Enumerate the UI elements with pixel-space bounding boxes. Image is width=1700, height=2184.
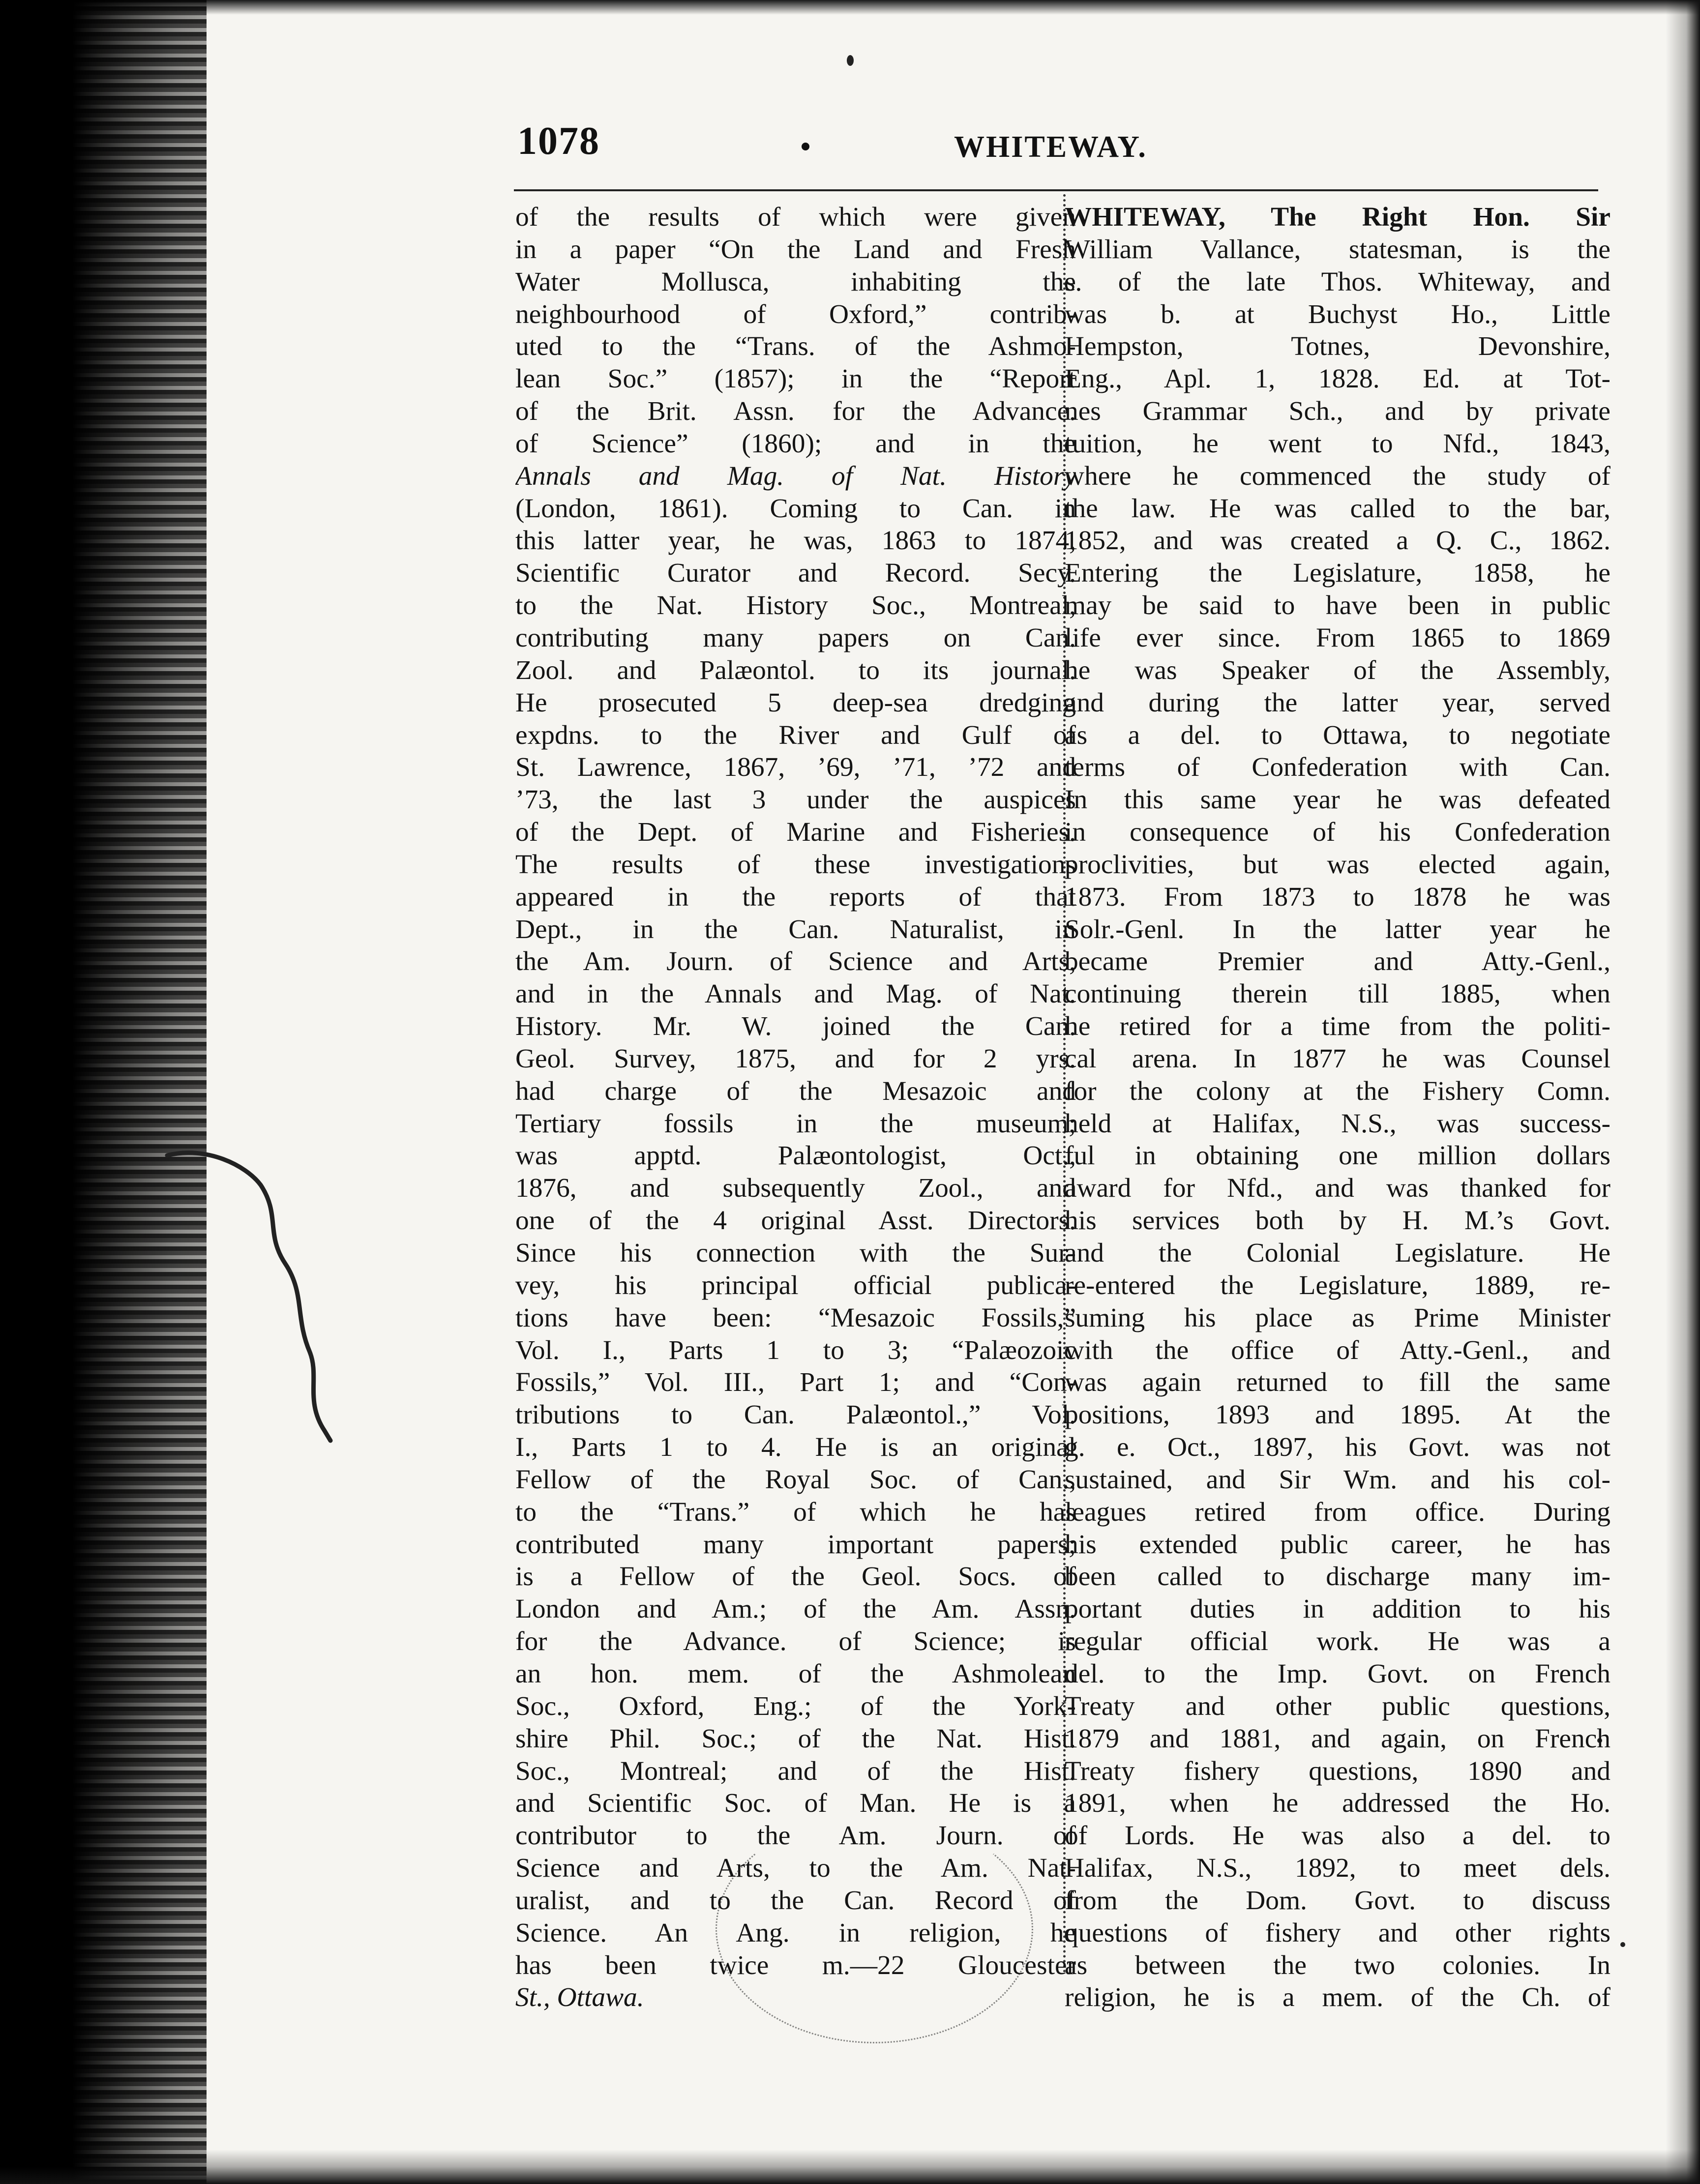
text-line: his extended public career, he has — [1065, 1529, 1611, 1559]
text-line: Soc., Oxford, Eng.; of the York- — [515, 1690, 1076, 1721]
text-line: contributor to the Am. Journ. of — [515, 1820, 1076, 1851]
text-line: is a Fellow of the Geol. Socs. of — [515, 1561, 1076, 1592]
text-line: as a del. to Ottawa, to negotiate — [1065, 719, 1611, 750]
running-head: WHITEWAY. — [954, 130, 1147, 164]
text-line: award for Nfd., and was thanked for — [1065, 1173, 1611, 1203]
text-line: vey, his principal official publica- — [515, 1269, 1076, 1300]
text-line: Soc., Montreal; and of the Hist. — [515, 1755, 1076, 1786]
text-line: questions of fishery and other rights — [1065, 1917, 1611, 1948]
text-line: Eng., Apl. 1, 1828. Ed. at Tot- — [1065, 363, 1611, 394]
text-line: as between the two colonies. In — [1065, 1949, 1611, 1980]
text-line: 1852, and was created a Q. C., 1862. — [1065, 525, 1611, 556]
text-line: continuing therein till 1885, when — [1065, 978, 1611, 1009]
text-line: of Lords. He was also a del. to — [1065, 1820, 1611, 1851]
text-line: terms of Confederation with Can. — [1065, 752, 1611, 782]
text-line: was apptd. Palæontologist, Oct., — [515, 1140, 1076, 1171]
text-line: London and Am.; of the Am. Assn. — [515, 1594, 1076, 1624]
text-line: has been twice m.—22 Gloucester — [515, 1949, 1076, 1980]
text-line: of the results of which were given — [515, 202, 1076, 232]
text-line: to the Nat. History Soc., Montreal, — [515, 590, 1076, 620]
stray-hair-mark — [148, 1146, 354, 1450]
text-line: positions, 1893 and 1895. At the — [1065, 1399, 1611, 1430]
text-line: in a paper “On the Land and Fresh — [515, 234, 1076, 264]
text-line: where he commenced the study of — [1065, 460, 1611, 491]
text-line: was b. at Buchyst Ho., Little — [1065, 298, 1611, 329]
text-line: portant duties in addition to his — [1065, 1594, 1611, 1624]
text-line: neighbourhood of Oxford,” contrib- — [515, 298, 1076, 329]
text-line: contributed many important papers; — [515, 1529, 1076, 1559]
text-line: for the Advance. of Science; is — [515, 1626, 1076, 1656]
text-line: del. to the Imp. Govt. on French — [1065, 1658, 1611, 1688]
text-line: tributions to Can. Palæontol.,” Vol. — [515, 1399, 1076, 1430]
text-line: Annals and Mag. of Nat. History — [515, 460, 1076, 491]
text-line: religion, he is a mem. of the Ch. of — [1065, 1982, 1611, 2012]
text-line: to the “Trans.” of which he has — [515, 1496, 1076, 1527]
text-line: he was Speaker of the Assembly, — [1065, 654, 1611, 685]
text-line: sustained, and Sir Wm. and his col- — [1065, 1464, 1611, 1494]
text-line: ’73, the last 3 under the auspices — [515, 784, 1076, 815]
text-line: uralist, and to the Can. Record of — [515, 1885, 1076, 1915]
text-line: suming his place as Prime Minister — [1065, 1302, 1611, 1332]
text-line: he retired for a time from the politi- — [1065, 1011, 1611, 1041]
text-line: tuition, he went to Nfd., 1843, — [1065, 428, 1611, 458]
right-column — [1065, 201, 1611, 2013]
text-line: Solr.-Genl. In the latter year he — [1065, 914, 1611, 944]
text-line: expdns. to the River and Gulf of — [515, 719, 1076, 750]
text-line: life ever since. From 1865 to 1869 — [1065, 622, 1611, 652]
ink-speck — [1620, 1942, 1625, 1947]
text-line: this latter year, he was, 1863 to 1874, — [515, 525, 1076, 556]
text-line: Halifax, N.S., 1892, to meet dels. — [1065, 1853, 1611, 1883]
page-header — [511, 119, 1593, 178]
text-line: The results of these investigations — [515, 849, 1076, 879]
text-line: Dept., in the Can. Naturalist, in — [515, 914, 1076, 944]
text-line: Hempston, Totnes, Devonshire, — [1065, 331, 1611, 361]
header-rule — [514, 189, 1598, 191]
text-line: Fellow of the Royal Soc. of Can., — [515, 1464, 1076, 1494]
text-line: re-entered the Legislature, 1889, re- — [1065, 1269, 1611, 1300]
text-line: St., Ottawa. — [515, 1982, 644, 2012]
left-column — [515, 201, 1076, 2013]
text-line: of Science” (1860); and in the — [515, 428, 1076, 458]
text-line: Treaty and other public questions, — [1065, 1690, 1611, 1721]
header-bullet — [802, 143, 809, 150]
text-line: (London, 1861). Coming to Can. in — [515, 493, 1076, 523]
text-line: In this same year he was defeated — [1065, 784, 1611, 815]
text-line: ful in obtaining one million dollars — [1065, 1140, 1611, 1171]
ink-speck — [847, 55, 854, 66]
text-line: Zool. and Palæontol. to its journal. — [515, 654, 1076, 685]
text-line: cal arena. In 1877 he was Counsel — [1065, 1043, 1611, 1073]
text-line: Tertiary fossils in the museum; — [515, 1108, 1076, 1138]
text-line: nes Grammar Sch., and by private — [1065, 396, 1611, 426]
text-line: William Vallance, statesman, is the — [1065, 234, 1611, 264]
text-line: lean Soc.” (1857); in the “Report — [515, 363, 1076, 394]
text-line: from the Dom. Govt. to discuss — [1065, 1885, 1611, 1915]
text-line: Scientific Curator and Record. Secy. — [515, 558, 1076, 588]
text-line: s. of the late Thos. Whiteway, and — [1065, 266, 1611, 296]
scan-shadow-right — [1666, 0, 1700, 2184]
page-number: 1078 — [517, 119, 600, 163]
text-line: He prosecuted 5 deep-sea dredging — [515, 687, 1076, 717]
text-line: may be said to have been in public — [1065, 590, 1611, 620]
text-line: with the office of Atty.-Genl., and — [1065, 1334, 1611, 1365]
text-line: regular official work. He was a — [1065, 1626, 1611, 1656]
text-line: became Premier and Atty.-Genl., — [1065, 946, 1611, 976]
text-line: and in the Annals and Mag. of Nat. — [515, 978, 1076, 1009]
text-line: Science. An Ang. in religion, he — [515, 1917, 1076, 1948]
text-line: uted to the “Trans. of the Ashmo- — [515, 331, 1076, 361]
text-line: of the Brit. Assn. for the Advance. — [515, 396, 1076, 426]
text-line: and during the latter year, served — [1065, 687, 1611, 717]
text-line: Fossils,” Vol. III., Part 1; and “Con- — [515, 1367, 1076, 1397]
text-line: for the colony at the Fishery Comn. — [1065, 1075, 1611, 1106]
text-line: appeared in the reports of that — [515, 881, 1076, 912]
text-line: St. Lawrence, 1867, ’69, ’71, ’72 and — [515, 752, 1076, 782]
text-line: in consequence of his Confederation — [1065, 817, 1611, 847]
text-line: and the Colonial Legislature. He — [1065, 1238, 1611, 1268]
text-line: Vol. I., Parts 1 to 3; “Palæozoic — [515, 1334, 1076, 1365]
text-line: 1876, and subsequently Zool., and — [515, 1173, 1076, 1203]
text-line: I., Parts 1 to 4. He is an original — [515, 1432, 1076, 1462]
text-line: held at Halifax, N.S., was success- — [1065, 1108, 1611, 1138]
text-line: one of the 4 original Asst. Directors. — [515, 1205, 1076, 1236]
text-line: Treaty fishery questions, 1890 and — [1065, 1755, 1611, 1786]
text-line: an hon. mem. of the Ashmolean — [515, 1658, 1076, 1688]
text-line: was again returned to fill the same — [1065, 1367, 1611, 1397]
text-line: Geol. Survey, 1875, and for 2 yrs. — [515, 1043, 1076, 1073]
text-line: leagues retired from office. During — [1065, 1496, 1611, 1527]
text-line: the law. He was called to the bar, — [1065, 493, 1611, 523]
scan-shadow-bottom — [0, 2150, 1700, 2184]
text-line: 1879 and 1881, and again, on French — [1065, 1723, 1611, 1753]
text-line: Entering the Legislature, 1858, he — [1065, 558, 1611, 588]
text-line: had charge of the Mesazoic and — [515, 1075, 1076, 1106]
entry-heading-line: WHITEWAY, The Right Hon. Sir — [1065, 202, 1611, 232]
text-line: Water Mollusca, inhabiting the — [515, 266, 1076, 296]
faint-library-stamp — [716, 1814, 1033, 2043]
text-line: g. e. Oct., 1897, his Govt. was not — [1065, 1432, 1611, 1462]
text-line: proclivities, but was elected again, — [1065, 849, 1611, 879]
text-line: Since his connection with the Sur- — [515, 1238, 1076, 1268]
scan-shadow-top — [0, 0, 1700, 15]
text-line: and Scientific Soc. of Man. He is a — [515, 1788, 1076, 1818]
text-line: History. Mr. W. joined the Can. — [515, 1011, 1076, 1041]
text-line: 1873. From 1873 to 1878 he was — [1065, 881, 1611, 912]
text-line: his services both by H. M.’s Govt. — [1065, 1205, 1611, 1236]
text-line: of the Dept. of Marine and Fisheries. — [515, 817, 1076, 847]
text-line: 1891, when he addressed the Ho. — [1065, 1788, 1611, 1818]
text-line: been called to discharge many im- — [1065, 1561, 1611, 1592]
text-line: the Am. Journ. of Science and Arts, — [515, 946, 1076, 976]
text-line: contributing many papers on Can. — [515, 622, 1076, 652]
text-line: tions have been: “Mesazoic Fossils,” — [515, 1302, 1076, 1332]
scan-shadow-left — [0, 0, 207, 2184]
text-line: shire Phil. Soc.; of the Nat. Hist. — [515, 1723, 1076, 1753]
text-line: Science and Arts, to the Am. Nat- — [515, 1853, 1076, 1883]
